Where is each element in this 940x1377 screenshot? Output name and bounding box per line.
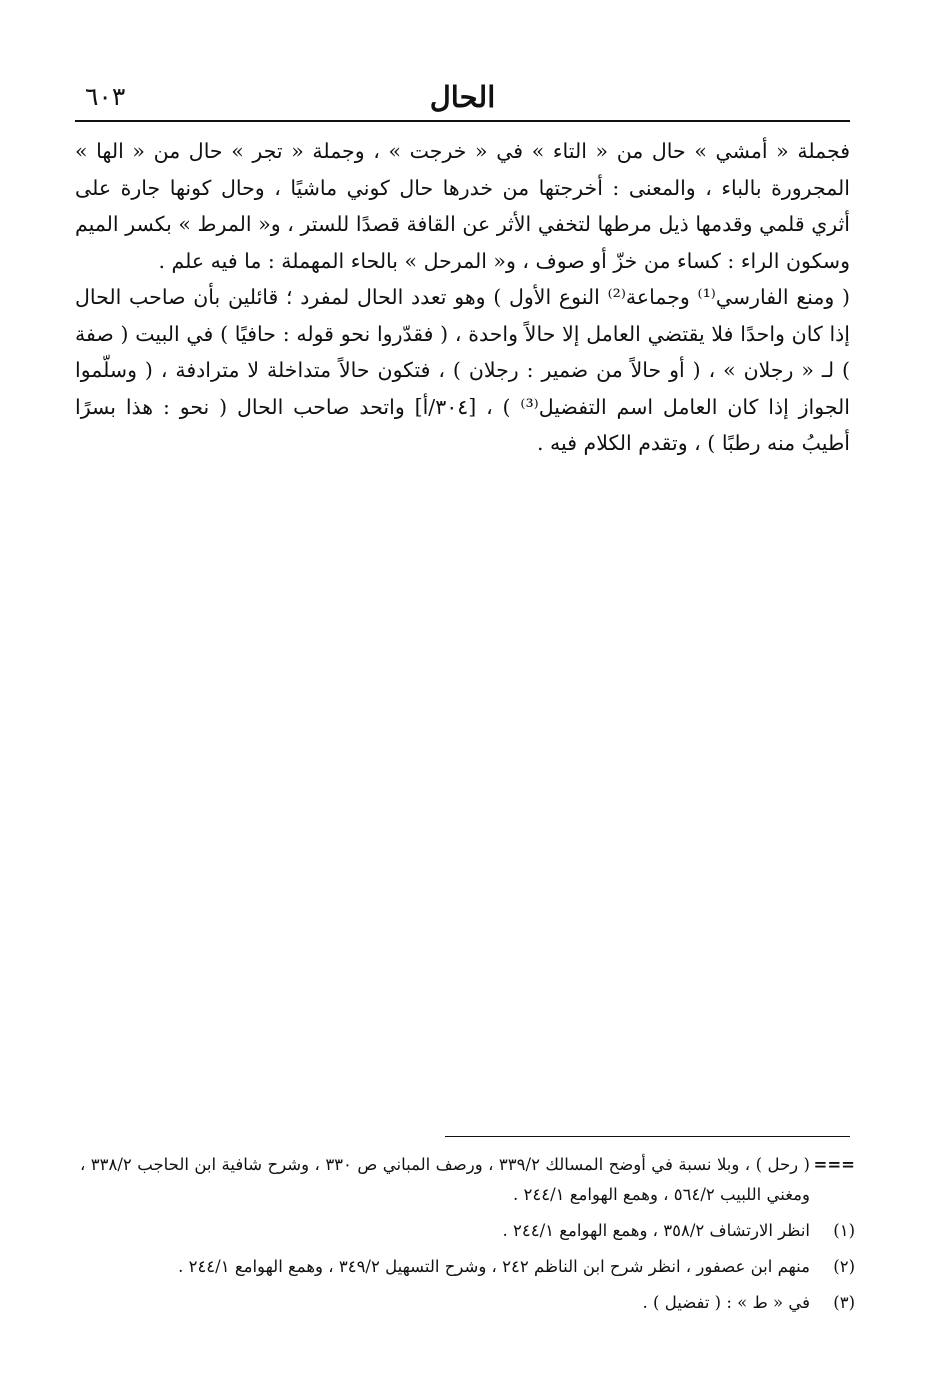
footnote-text: انظر الارتشاف ٣٥٨/٢ ، وهمع الهوامع ٢٤٤/١ . (502, 1221, 810, 1240)
footnote-marker: (٢) (833, 1257, 855, 1276)
footnote-2 (80, 1252, 855, 1282)
footnote-continuation (80, 1150, 855, 1210)
paragraph-poem-commentary: فجملة « أمشي » حال من « التاء » في « خرجت » ، وجملة « تجر » حال من « الها » المجرورة بالباء ، والمعنى : أخرجتها من خدرها حال كوني ماشيًا ، وحال كونها جارة على أثري قلمي وقدمها ذيل مرطها لتخفي الأثر عن القافة قصدًا للستر ، و« المرط » بكسر الميم وسكون الراء : كساء من خزّ أو صوف ، و« المرحل » بالحاء المهملة : ما فيه علم . (75, 139, 850, 273)
footnote-marker: === (813, 1155, 855, 1174)
footnote-1 (80, 1216, 855, 1246)
paragraph-multiple-hal: ( ومنع الفارسي⁽¹⁾ وجماعة⁽²⁾ النوع الأول ) وهو تعدد الحال لمفرد ؛ قائلين بأن صاحب الحال إذا كان واحدًا فلا يقتضي العامل إلا حالاً واحدة ، ( فقدّروا نحو قوله : حافيًا ) في البيت ( صفة ) لـ « رجلان » ، ( أو حالاً من ضمير : رجلان ) ، فتكون حالاً متداخلة لا مترادفة ، ( وسلّموا الجواز إذا كان العامل اسم التفضيل⁽³⁾ ) ، [٣٠٤/أ] واتحد صاحب الحال ( نحو : هذا بسرًا أطيبُ منه رطبًا ) ، وتقدم الكلام فيه . (75, 285, 850, 455)
footnote-separator (445, 1136, 850, 1137)
footnote-text: منهم ابن عصفور ، انظر شرح ابن الناظم ٢٤٢ ، وشرح التسهيل ٣٤٩/٢ ، وهمع الهوامع ٢٤٤/١ . (178, 1257, 810, 1276)
footnote-text: في « ط » : ( تفضيل ) . (642, 1293, 810, 1312)
main-text (75, 133, 850, 462)
footnote-text: ( رحل ) ، وبلا نسبة في أوضح المسالك ٣٣٩/٢ ، ورصف المباني ص ٣٣٠ ، وشرح شافية ابن الحاجب ٣٣٨/٢ ، ومغني اللبيب ٥٦٤/٢ ، وهمع الهوامع ٢٤٤/١ . (80, 1155, 810, 1204)
running-header (75, 80, 850, 122)
footnote-3 (80, 1288, 855, 1318)
page-number: ٦٠٣ (85, 82, 126, 111)
footnotes (80, 1150, 855, 1324)
chapter-title: الحال (429, 80, 496, 114)
footnote-marker: (٣) (833, 1293, 855, 1312)
footnote-marker: (١) (833, 1221, 855, 1240)
